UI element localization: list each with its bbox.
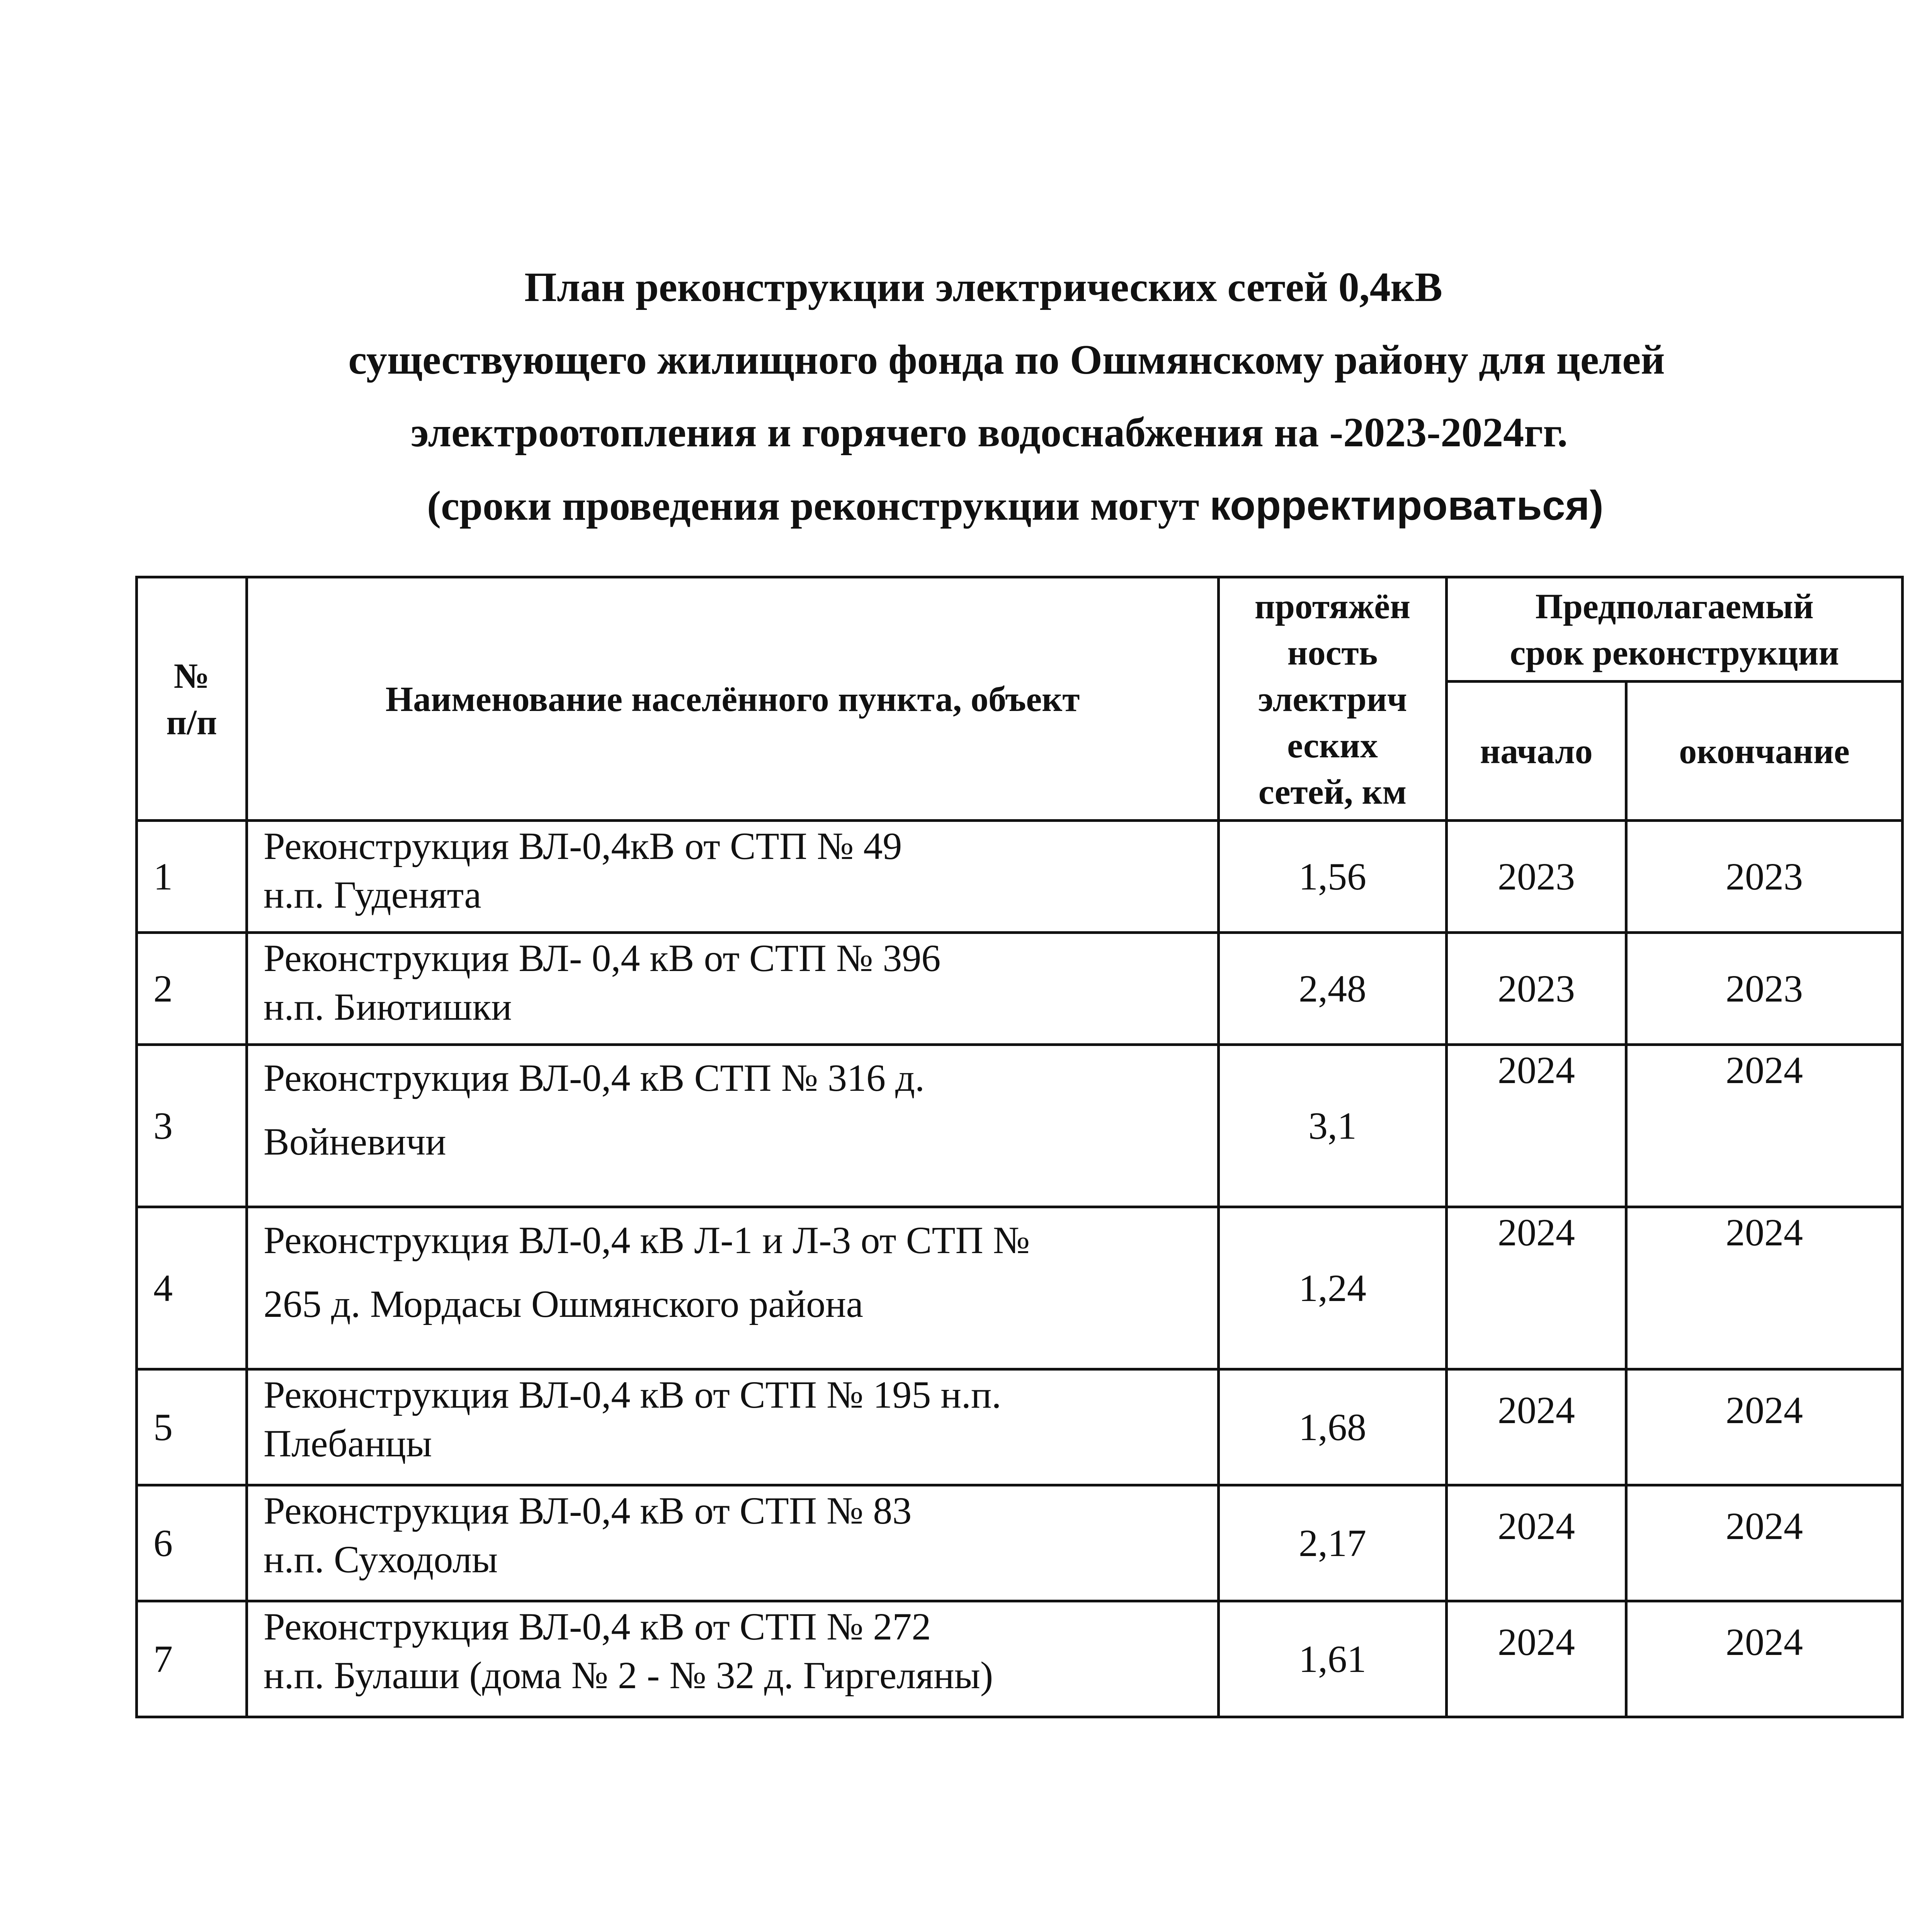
- row-end-year: 2024: [1626, 1485, 1903, 1601]
- row-end-year: 2023: [1626, 821, 1903, 933]
- title-line: существующего жилищного фонда по Ошмянскому району для целей: [348, 337, 1665, 383]
- table-row: [137, 1207, 1903, 1369]
- header-text: еских: [1287, 725, 1378, 765]
- object-line: Реконструкция ВЛ-0,4 кВ от СТП № 83: [264, 1489, 912, 1532]
- row-length: 2,48: [1219, 933, 1447, 1045]
- object-line: Реконструкция ВЛ-0,4 кВ СТП № 316 д.: [264, 1056, 925, 1099]
- row-length: 1,68: [1219, 1369, 1447, 1485]
- row-length: 1,61: [1219, 1601, 1447, 1717]
- row-length: 1,24: [1219, 1207, 1447, 1369]
- row-start-year: 2023: [1447, 821, 1626, 933]
- header-text: протяжён: [1254, 586, 1411, 626]
- row-length: 1,56: [1219, 821, 1447, 933]
- row-object: [247, 1601, 1219, 1717]
- table-row: [137, 933, 1903, 1045]
- object-line: н.п. Гуденята: [264, 873, 481, 916]
- row-end-year: 2024: [1626, 1045, 1903, 1207]
- object-line: Плебанцы: [264, 1422, 432, 1465]
- row-start-year: 2024: [1447, 1485, 1626, 1601]
- row-start-year: 2024: [1447, 1601, 1626, 1717]
- header-text: сетей, км: [1258, 772, 1407, 811]
- row-start-year: 2024: [1447, 1045, 1626, 1207]
- object-line: Реконструкция ВЛ-0,4 кВ от СТП № 195 н.п.: [264, 1373, 1002, 1416]
- object-line: Реконструкция ВЛ-0,4 кВ Л-1 и Л-3 от СТП №: [264, 1219, 1030, 1262]
- row-end-year: 2024: [1626, 1369, 1903, 1485]
- title-line: План реконструкции электрических сетей 0,4кВ: [524, 264, 1443, 310]
- header-length: [1219, 577, 1447, 821]
- table-row: [137, 821, 1903, 933]
- row-number: 6: [137, 1485, 247, 1601]
- row-start-year: 2023: [1447, 933, 1626, 1045]
- object-line: Реконструкция ВЛ-0,4 кВ от СТП № 272: [264, 1605, 931, 1648]
- table-row: [137, 1045, 1903, 1207]
- title-line: электроотопления и горячего водоснабжения на -2023-2024гг.: [410, 410, 1568, 456]
- row-number: 5: [137, 1369, 247, 1485]
- row-number: 4: [137, 1207, 247, 1369]
- object-line: н.п. Булаши (дома № 2 - № 32 д. Гиргеляны): [264, 1654, 993, 1697]
- title-line: [0, 469, 1932, 543]
- header-text: срок реконструкции: [1510, 633, 1839, 672]
- object-line: 265 д. Мордасы Ошмянского района: [264, 1282, 864, 1325]
- row-object: [247, 821, 1219, 933]
- row-number: 7: [137, 1601, 247, 1717]
- row-number: 1: [137, 821, 247, 933]
- row-length: 2,17: [1219, 1485, 1447, 1601]
- object-line: н.п. Биютишки: [264, 985, 512, 1028]
- header-text: №: [173, 656, 210, 696]
- row-object: [247, 1045, 1219, 1207]
- object-line: Реконструкция ВЛ- 0,4 кВ от СТП № 396: [264, 937, 941, 980]
- row-end-year: 2024: [1626, 1207, 1903, 1369]
- header-text: ность: [1287, 633, 1378, 672]
- row-object: [247, 1485, 1219, 1601]
- table-row: [137, 1601, 1903, 1717]
- title-line-part: корректироваться): [1209, 482, 1604, 529]
- row-start-year: 2024: [1447, 1369, 1626, 1485]
- reconstruction-plan-table: [135, 576, 1904, 1718]
- row-length: 3,1: [1219, 1045, 1447, 1207]
- row-number: 3: [137, 1045, 247, 1207]
- object-line: Войневичи: [264, 1120, 446, 1163]
- header-period: [1447, 577, 1903, 682]
- document-title: [0, 251, 1932, 543]
- row-object: [247, 1369, 1219, 1485]
- header-name: Наименование населённого пункта, объект: [247, 577, 1219, 821]
- row-end-year: 2024: [1626, 1601, 1903, 1717]
- row-start-year: 2024: [1447, 1207, 1626, 1369]
- header-text: электрич: [1258, 679, 1407, 719]
- table-row: [137, 1369, 1903, 1485]
- row-number: 2: [137, 933, 247, 1045]
- header-text: п/п: [166, 702, 217, 742]
- object-line: н.п. Суходолы: [264, 1538, 498, 1581]
- header-num: [137, 577, 247, 821]
- table-row: [137, 1485, 1903, 1601]
- header-start: начало: [1447, 682, 1626, 821]
- row-end-year: 2023: [1626, 933, 1903, 1045]
- title-line-part: (сроки проведения реконструкции могут: [427, 483, 1210, 529]
- object-line: Реконструкция ВЛ-0,4кВ от СТП № 49: [264, 825, 902, 867]
- row-object: [247, 933, 1219, 1045]
- header-end: окончание: [1626, 682, 1903, 821]
- row-object: [247, 1207, 1219, 1369]
- header-text: Предполагаемый: [1535, 586, 1814, 626]
